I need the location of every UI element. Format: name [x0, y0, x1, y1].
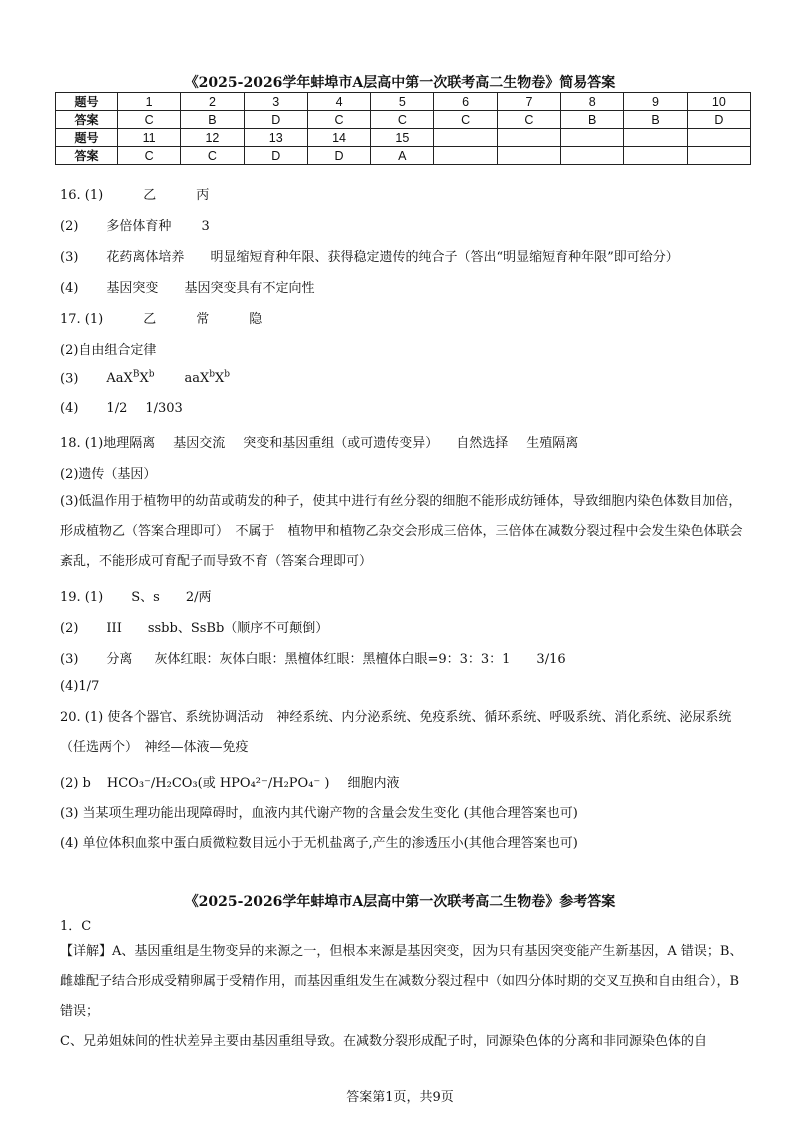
table-cell: [561, 147, 624, 165]
q16-line4: (4) 基因突变 基因突变具有不定向性: [60, 281, 315, 296]
q16-4-b: 基因突变具有不定向性: [184, 281, 315, 296]
table-cell: 11: [118, 129, 181, 147]
q16-2-b: 3: [201, 219, 210, 234]
table-row: [56, 129, 751, 147]
q17-line2: (2)自由组合定律: [60, 343, 157, 358]
table-cell: B: [624, 111, 687, 129]
table-cell: 4: [307, 93, 370, 111]
table-cell: [497, 129, 560, 147]
q20-line3: (3) 当某项生理功能出现障碍时，血液内其代谢产物的含量会发生变化 (其他合理答案也可): [60, 806, 578, 821]
table-cell: 5: [371, 93, 434, 111]
table-cell: D: [307, 147, 370, 165]
q16-label: 16. (1): [60, 188, 104, 203]
q16-2-a: 多倍体育种: [106, 219, 172, 234]
table-cell: [624, 147, 687, 165]
table-cell: C: [118, 111, 181, 129]
table-cell: 12: [181, 129, 244, 147]
table-cell: 13: [244, 129, 307, 147]
q17-line1: 17. (1) 乙 常 隐: [60, 312, 263, 327]
q16-3-b: 明显缩短育种年限、获得稳定遗传的纯合子（答出“明显缩短育种年限”即可给分）: [210, 250, 679, 265]
table-cell: A: [371, 147, 434, 165]
table-cell: [434, 129, 497, 147]
table-cell: B: [181, 111, 244, 129]
q16-1-b: 丙: [196, 188, 210, 203]
q16-3-a: 花药离体培养: [106, 250, 185, 265]
table-cell: 15: [371, 129, 434, 147]
table-cell: C: [371, 111, 434, 129]
table-cell: [497, 147, 560, 165]
genotype-1: $AaX^BX^b$: [106, 370, 155, 387]
table-cell: [624, 129, 687, 147]
table-cell: 7: [497, 93, 560, 111]
q17-line3: (3) $AaX^BX^b$ $aaX^bX^b$: [60, 370, 231, 387]
q20-line2: (2) b HCO₃⁻/H₂CO₃(或 HPO₄²⁻/H₂PO₄⁻ ) 细胞内液: [60, 776, 400, 791]
table-row: [56, 111, 751, 129]
table-cell: [687, 129, 750, 147]
page-footer: 答案第1页，共9页: [346, 1090, 454, 1105]
table-cell: B: [561, 111, 624, 129]
table-cell: C: [497, 111, 560, 129]
table-row: [56, 93, 751, 111]
q20-line1: 20. (1) 使各个器官、系统协调活动 神经系统、内分泌系统、免疫系统、循环系统、呼吸系统、消化系统、泌尿系统（任选两个） 神经—体液—免疫: [60, 710, 732, 755]
table-cell: 14: [307, 129, 370, 147]
table-cell: 10: [687, 93, 750, 111]
table-cell: 3: [244, 93, 307, 111]
genotype-2: $aaX^bX^b$: [184, 370, 231, 387]
table-cell: 8: [561, 93, 624, 111]
q17-line4: (4) 1/2 1/303: [60, 401, 183, 416]
table-cell: [434, 147, 497, 165]
q16-1-a: 乙: [143, 188, 157, 203]
table-row-header: 答案: [56, 147, 118, 165]
table-cell: [687, 147, 750, 165]
ref-c-line: C、兄弟姐妹间的性状差异主要由基因重组导致。在减数分裂形成配子时，同源染色体的分离和非同源染色体的自: [60, 1034, 707, 1049]
ref-q1: 1．C: [60, 919, 92, 934]
table-row-header: 答案: [56, 111, 118, 129]
q18-line2: (2)遗传（基因）: [60, 467, 157, 482]
table-row-header: 题号: [56, 129, 118, 147]
table-cell: C: [307, 111, 370, 129]
table-cell: D: [687, 111, 750, 129]
table-cell: 1: [118, 93, 181, 111]
q19-line1: 19. (1) S、s 2/两: [60, 590, 212, 605]
q20-line4: (4) 单位体积血浆中蛋白质微粒数目远小于无机盐离子,产生的渗透压小(其他合理答案也可): [60, 836, 578, 851]
q16-line2: (2) 多倍体育种 3: [60, 219, 210, 234]
table-cell: C: [434, 111, 497, 129]
table-cell: C: [181, 147, 244, 165]
q18-line1: 18. (1)地理隔离 基因交流 突变和基因重组（或可遗传变异） 自然选择 生殖隔离: [60, 436, 579, 451]
q16-line1: [60, 184, 209, 203]
table-row: [56, 147, 751, 165]
q16-line3: (3) 花药离体培养 明显缩短育种年限、获得稳定遗传的纯合子（答出“明显缩短育种年限”即可给分）: [60, 250, 679, 265]
table-cell: C: [118, 147, 181, 165]
table-row-header: 题号: [56, 93, 118, 111]
table-cell: D: [244, 111, 307, 129]
q16-4-a: 基因突变: [106, 281, 159, 296]
simple-answer-title: 《2025-2026学年蚌埠市A层高中第一次联考高二生物卷》简易答案: [184, 75, 616, 91]
table-cell: D: [244, 147, 307, 165]
table-cell: 6: [434, 93, 497, 111]
q19-line4: (4)1/7: [60, 679, 100, 694]
reference-answer-title: 《2025-2026学年蚌埠市A层高中第一次联考高二生物卷》参考答案: [184, 894, 616, 910]
answer-table: [55, 92, 751, 165]
table-cell: 2: [181, 93, 244, 111]
table-cell: [561, 129, 624, 147]
q19-line3: (3) 分离 灰体红眼：灰体白眼：黑檀体红眼：黑檀体白眼=9：3：3：1 3/16: [60, 652, 566, 667]
q18-line3: (3)低温作用于植物甲的幼苗或萌发的种子，使其中进行有丝分裂的细胞不能形成纺锤体，导致细胞内染色体数目加倍，形成植物乙（答案合理即可） 不属于 植物甲和植物乙杂交会形成三倍体，三倍体在减数分裂过程中会发生染色体联会紊乱，不能形成可育配子而导致不育（答案合理即可）: [60, 494, 743, 569]
table-cell: 9: [624, 93, 687, 111]
q19-line2: (2) III ssbb、SsBb（顺序不可颠倒）: [60, 621, 329, 636]
ref-detail: 【详解】A、基因重组是生物变异的来源之一，但根本来源是基因突变，因为只有基因突变能产生新基因，A 错误；B、雌雄配子结合形成受精卵属于受精作用，而基因重组发生在减数分裂过程中（如四分体时期的交叉互换和自由组合），B 错误；: [60, 944, 743, 1019]
